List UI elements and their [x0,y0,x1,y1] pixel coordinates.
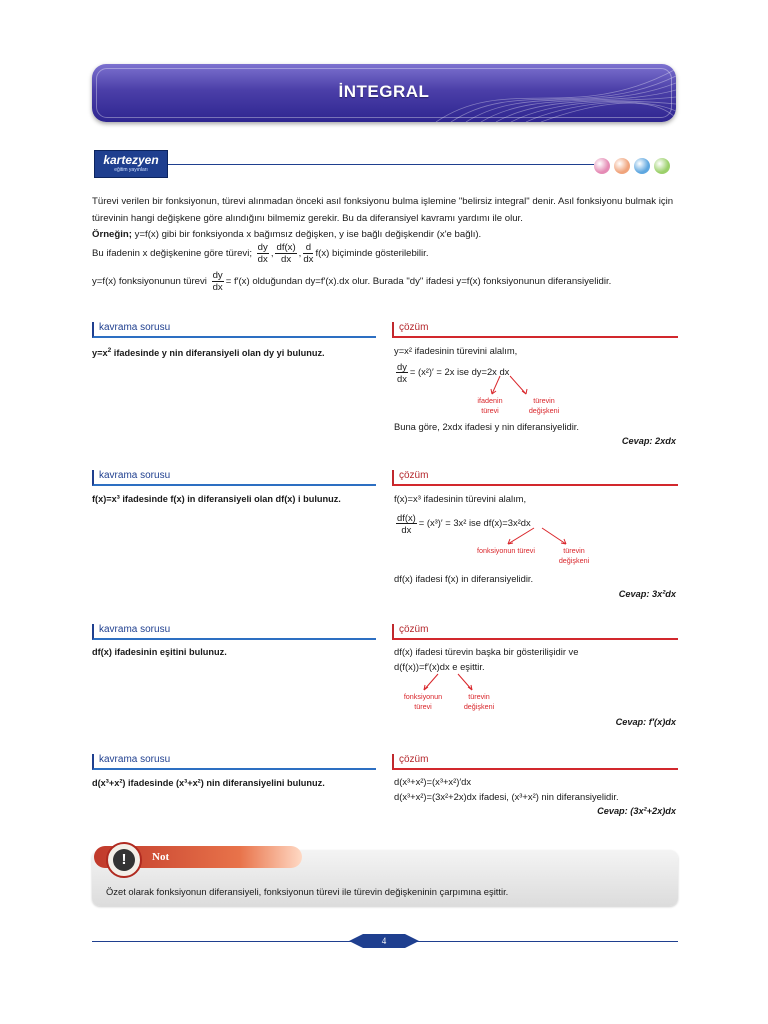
section-4-answer: Cevap: (3x²+2x)dx [597,806,676,816]
definition-start: y=f(x) fonksiyonunun türevi [92,276,207,288]
section-1-label-derivative: ifadenin türevi [477,396,503,415]
note-title: Not [152,851,170,863]
logo-tagline: eğitim yayınları [114,167,148,173]
frac-d-dx: $\frac{d}{dx}$ [303,242,314,265]
section-3-question: df(x) ifadesinin eşitini bulunuz. [92,647,227,657]
section-2-solution-line-2: $\frac{df(x)}{dx}$ = (x³)′ = 3x² ise df(x)=3x²dx [397,512,531,535]
section-1-arrows [470,374,550,398]
section-1-question: $y=x^2$ ifadesinde y nin diferansiyeli olan dy yi bulunuz. [92,347,325,359]
frac-dy-dx: $\frac{dy}{dx}$ [257,242,268,265]
intro-text: Türevi verilen bir fonksiyonun, türevi alınmadan önceki asıl fonksiyonu bulma işlemine "belirsiz integral" denir. Asıl fonksiyonu bulmak için türevinin hangi değişkene göre alındığını bilmemiz gerekir. Bu da diferansiyel kavramı yardımı ile olur. [92,196,674,224]
logo-divider [168,164,594,165]
notation-end: f(x) biçiminde gösterilebilir. [315,248,429,260]
section-4-question-header: kavrama sorusu [92,754,376,770]
section-1-solution-line-3: Buna göre, 2xdx ifadesi y nin diferansiyelidir. [394,421,579,432]
section-3-arrows [414,672,484,694]
section-4-solution-line-2: d(x³+x²)=(3x²+2x)dx ifadesi, (x³+x²) nin diferansiyelidir. [394,791,619,802]
exclamation-icon: ! [113,849,135,871]
definition-end: = f′(x) olduğundan dy=f′(x).dx olur. Burada "dy" ifadesi y=f(x) fonksiyonunun diferansiyelidir. [225,276,612,288]
notation-intro: Bu ifadenin x değişkenine göre türevi; [92,248,252,260]
derivative-notation-line: Bu ifadenin x değişkenine göre türevi; $\frac{dy}{dx}$ , $\frac{df(x)}{dx}$ , $\frac{d}{dx}$ f(x) biçiminde gösterilebilir. [92,242,429,265]
section-2-question-header: kavrama sorusu [92,470,376,486]
section-4-question: d(x³+x²) ifadesinde (x³+x²) nin diferansiyelini bulunuz. [92,778,325,788]
logo-name: kartezyen [103,153,159,167]
frac-dfx-dx: $\frac{df(x)}{dx}$ [276,242,296,265]
differential-definition-line [92,270,611,293]
note-text: Özet olarak fonksiyonun diferansiyeli, fonksiyonun türevi ile türevin değişkeninin çarpımına eşittir. [106,886,509,897]
section-2-label-derivative: fonksiyonun türevi [477,546,535,555]
section-2-label-variable: türevin değişkeni [558,546,590,565]
section-1-solution-line-1: y=x² ifadesinin türevini alalım, [394,345,518,356]
section-1-solution-header: çözüm [392,322,678,338]
example-text: y=f(x) gibi bir fonksiyonda x bağımsız değişken, y ise bağlı değişkendir (x'e bağlı). [131,229,482,240]
section-2-solution-header: çözüm [392,470,678,486]
section-1-label-variable: türevin değişkeni [528,396,560,415]
section-2-answer: Cevap: 3x²dx [618,589,676,599]
page-number: 4 [381,936,387,946]
section-3-answer: Cevap: f′(x)dx [615,717,676,727]
section-2-solution-line-1: f(x)=x³ ifadesinin türevini alalım, [394,493,527,504]
section-3-label-derivative: fonksiyonun türevi [403,692,443,711]
section-3-solution-header: çözüm [392,624,678,640]
section-1-answer: Cevap: 2xdx [621,436,676,446]
section-2-question: f(x)=x³ ifadesinde f(x) in diferansiyeli olan df(x) i bulunuz. [92,494,341,504]
section-4-solution-header: çözüm [392,754,678,770]
section-4-solution-line-1: d(x³+x²)=(x³+x²)′dx [394,776,472,787]
section-3-label-variable: türevin değişkeni [463,692,495,711]
publisher-logo [94,150,168,178]
note-badge [106,842,142,878]
title-banner [92,64,676,122]
example-label: Örneğin; [92,229,132,240]
section-2-solution-line-3: df(x) ifadesi f(x) in diferansiyelidir. [394,573,534,584]
section-2-arrows [488,526,578,548]
section-1-solution-line-2: $\frac{dy}{dx}$ = (x²)′ = 2x ise dy=2x dx [397,361,510,384]
intro-paragraph [92,194,678,244]
section-3-solution-line-1: df(x) ifadesi türevin başka bir gösterilişidir ve [394,646,579,657]
ball-blue [634,158,650,174]
section-3-question-header: kavrama sorusu [92,624,376,640]
frac-dy-dx-2: $\frac{dy}{dx}$ [212,270,223,293]
ball-pink [594,158,610,174]
ball-orange [614,158,630,174]
section-3-solution-line-2: d(f(x))=f′(x)dx e eşittir. [394,661,485,672]
ball-green [654,158,670,174]
section-1-question-header: kavrama sorusu [92,322,376,338]
page-title: İNTEGRAL [338,82,430,101]
